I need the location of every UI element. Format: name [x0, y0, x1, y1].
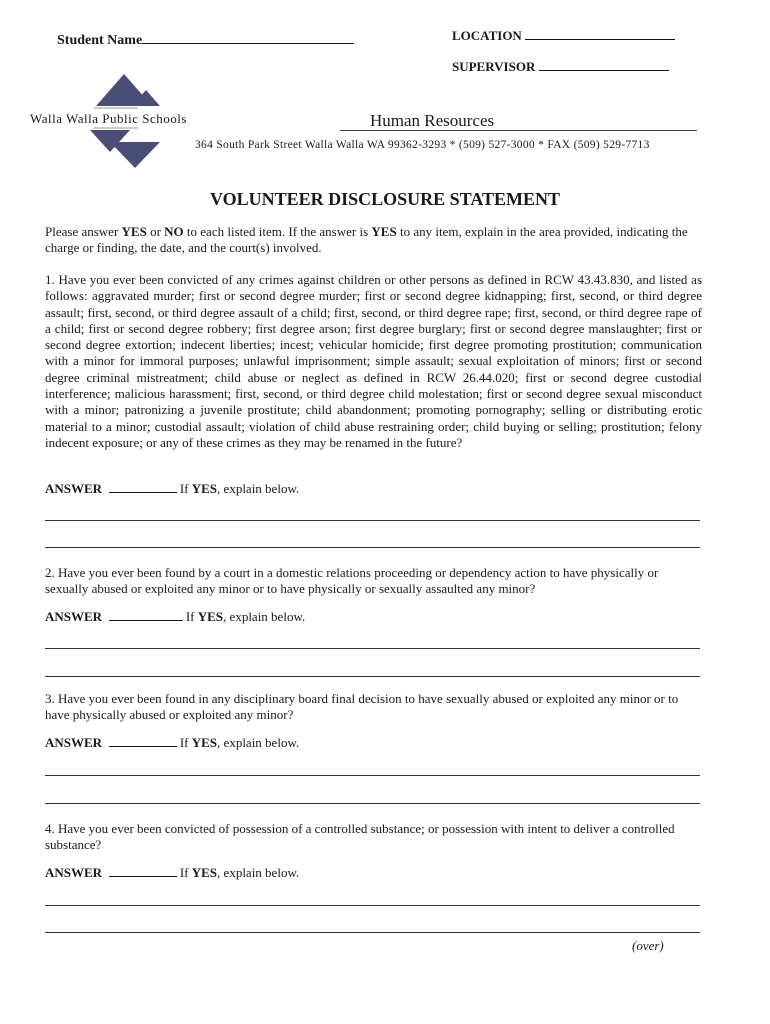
answer-label: ANSWER [45, 735, 103, 750]
question-2-answer: ANSWER If YES, explain below. [45, 609, 306, 624]
question-1-answer: ANSWER If YES, explain below. [45, 481, 300, 496]
answer-label: ANSWER [45, 865, 103, 880]
student-name-label: Student Name [57, 33, 143, 48]
question-4-answer: ANSWER If YES, explain below. [45, 865, 300, 880]
answer-label: ANSWER [45, 481, 103, 496]
document-title: VOLUNTEER DISCLOSURE STATEMENT [209, 189, 561, 209]
question-1-text: 1. Have you ever been convicted of any crimes against children or other persons as defined in RCW 43.43.830, and listed as follows: aggravated murder; first or second degree murder; first or second degree kidnapping; first, second, or third degree assault; first, second, or third degree assault of a child; first, second, or third degree rape; first, second, or third degree rape of a child; first or second degree robbery; first degree arson; first degree burglary; first or second degree manslaughter; first or second degree extortion; indecent liberties; incest; vehicular homicide; first degree promoting prostitution; communication with a minor for immoral purposes; unlawful imprisonment; simple assault; sexual exploitation of minors; first or second degree criminal mistreatment; child abuse or neglect as defined in RCW 26.44.020; first or second degree custodial interference; malicious harassment; first, second, or third degree child molestation; first or second degree sexual misconduct with a minor; patronizing a juvenile prostitute; child abandonment; promoting pornography; selling or distributing erotic material to a minor; custodial assault; violation of child abuse restraining order; child buying or selling; prostitution; felony indecent exposure; or any of these crimes as they may be renamed in the future? [45, 272, 702, 450]
question-1-explain-line-2[interactable] [45, 547, 700, 548]
location-line[interactable] [525, 29, 675, 40]
question-3-explain-line-2[interactable] [45, 803, 700, 804]
question-1-explain-line-1[interactable] [45, 520, 700, 521]
page-over-note: (over) [632, 938, 664, 953]
question-3-answer: ANSWER If YES, explain below. [45, 735, 300, 750]
question-3-answer-blank[interactable] [109, 736, 177, 747]
department-title: Human Resources [370, 111, 495, 130]
department-rule [340, 130, 697, 131]
school-name: Walla Walla Public Schools [30, 111, 187, 126]
question-2-answer-blank[interactable] [109, 610, 183, 621]
question-1-answer-blank[interactable] [109, 482, 177, 493]
answer-label: ANSWER [45, 609, 103, 624]
question-4-answer-blank[interactable] [109, 866, 177, 877]
instructions: Please answer YES or NO to each listed item. If the answer is YES to any item, explain in the area provided, indicating the charge or finding, the date, and the court(s) involved. [45, 224, 688, 256]
student-name-line[interactable] [142, 33, 354, 44]
question-3-explain-line-1[interactable] [45, 775, 700, 776]
question-4-explain-line-2[interactable] [45, 932, 700, 933]
supervisor-line[interactable] [539, 60, 669, 71]
question-2-explain-line-2[interactable] [45, 676, 700, 677]
district-address: 364 South Park Street Walla Walla WA 99362-3293 * (509) 527-3000 * FAX (509) 529-7713 [195, 139, 650, 151]
question-2-explain-line-1[interactable] [45, 648, 700, 649]
question-4-text: 4. Have you ever been convicted of possession of a controlled substance; or possession with intent to deliver a controlled substance? [45, 821, 675, 853]
location-label: LOCATION [452, 28, 522, 43]
location-field[interactable] [452, 28, 675, 44]
question-2-text: 2. Have you ever been found by a court in a domestic relations proceeding or dependency action to have physically or sexually abused or exploited any minor or to have physically or sexually assaulted any minor? [45, 565, 659, 597]
supervisor-field[interactable] [452, 59, 669, 75]
question-4-explain-line-1[interactable] [45, 905, 700, 906]
student-name-field[interactable] [57, 33, 354, 49]
supervisor-label: SUPERVISOR [452, 59, 536, 74]
question-3-text: 3. Have you ever been found in any disciplinary board final decision to have sexually abused or exploited any minor or to have physically abused or exploited any minor? [45, 691, 679, 723]
